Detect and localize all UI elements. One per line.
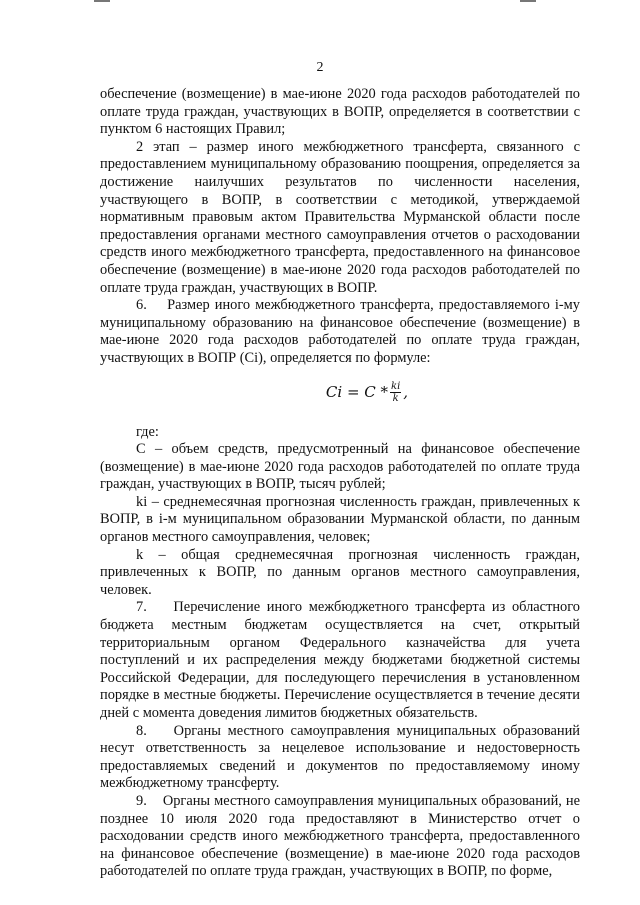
paragraph-8: 8. Органы местного самоуправления муниципальных образований несут ответственность за нецелевое использование и недостоверность предоставляемых сведений и документов по предоставляемому иному межбюджетному трансферту.	[100, 722, 580, 792]
scan-edge-mark-left	[94, 0, 110, 2]
paragraph-6: 6. Размер иного межбюджетного трансферта, предоставляемого i-му муниципальному образованию на финансовое обеспечение (возмещение) в мае-июне 2020 года расходов работодателей по оплате труда граждан, участвующих в ВОПР (Ci), определяется по формуле:	[100, 297, 580, 366]
paragraph-7: 7. Перечисление иного межбюджетного трансферта из областного бюджета местным бюджетам осуществляется на счет, открытый территориальным органом Федерального казначейства для учета поступлений и их распределения между бюджетами бюджетной системы Российской Федерации, для последующего перечисления в установленном порядке в местные бюджеты. Перечисление осуществляется в течение десяти дней с момента доведения лимитов бюджетных обязательств.	[100, 599, 580, 721]
formula-numerator: ki	[391, 381, 401, 392]
formula-denominator: k	[392, 393, 399, 404]
paragraph-stage-2: 2 этап – размер иного межбюджетного трансферта, связанного с предоставлением муниципальному образованию поощрения, определяется за достижение наилучших результатов по численности населения, участвующего в ВОПР, в соответствии с методикой, утверждаемой нормативным правовым актом Правительства Мурманской области после предоставления органами местного самоуправления отчетов о расходовании средств иного межбюджетного трансферта, предоставленного на финансовое обеспечение (возмещение) в мае-июне 2020 года расходов работодателей по оплате труда граждан, участвующих в ВОПР.	[100, 138, 580, 296]
definition-c: C – объем средств, предусмотренный на финансовое обеспечение (возмещение) в мае-июне 2020 года расходов работодателей по оплате труда граждан, участвующих в ВОПР, тысяч рублей;	[100, 441, 580, 493]
formula	[154, 368, 580, 418]
definition-ki: ki – среднемесячная прогнозная численность граждан, привлеченных к ВОПР, в i-м муниципальном образовании Мурманской области, по данным органов местного самоуправления, человек;	[100, 493, 580, 546]
page-number: 2	[316, 60, 324, 75]
definition-k: k – общая среднемесячная прогнозная численность граждан, привлеченных к ВОПР, по данным органов местного самоуправления, человек.	[100, 546, 580, 598]
paragraph-continuation: обеспечение (возмещение) в мае-июне 2020 года расходов работодателей по оплате труда граждан, участвующих в ВОПР, определяется в соответствии с пунктом 6 настоящих Правил;	[100, 86, 580, 138]
formula-tail: ,	[403, 382, 409, 401]
scan-edge-mark-right	[520, 0, 536, 2]
paragraph-9: 9. Органы местного самоуправления муниципальных образований, не позднее 10 июля 2020 года предоставляют в Министерство отчет о расходовании средств иного межбюджетного трансферта, предоставленного на финансовое обеспечение (возмещение) в мае-июне 2020 года расходов работодателей по оплате труда граждан, участвующих в ВОПР, по форме,	[100, 792, 580, 880]
formula-fraction	[390, 381, 401, 404]
document-body	[100, 86, 580, 881]
formula-lhs: Ci = C *	[325, 382, 389, 401]
where-label: где:	[136, 423, 159, 440]
